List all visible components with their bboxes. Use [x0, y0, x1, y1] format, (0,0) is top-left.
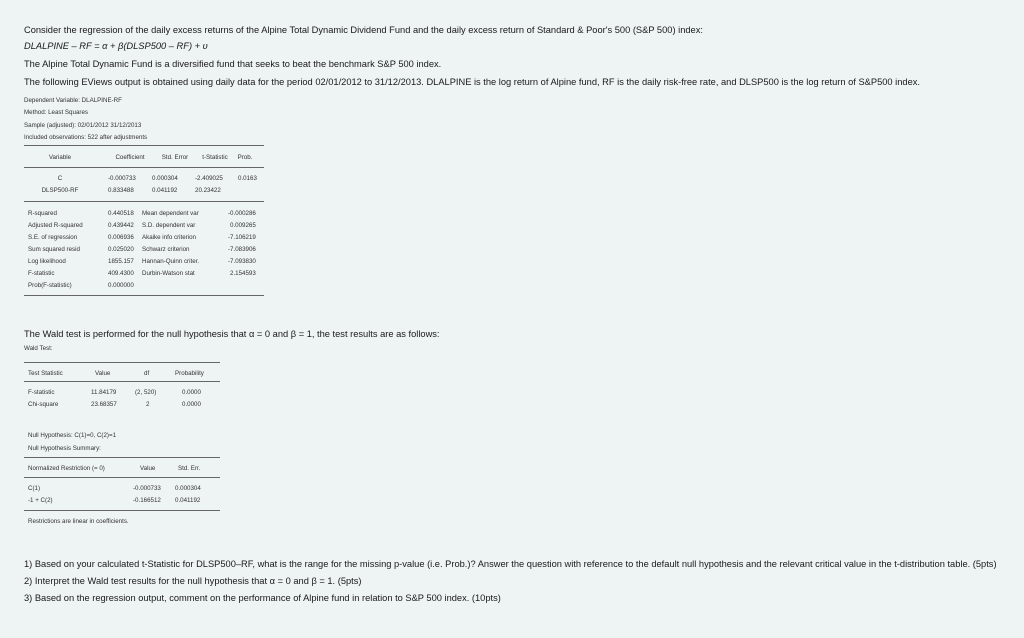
- header-restr-std-err: Std. Err.: [178, 465, 201, 472]
- wald-value: 23.68357: [91, 401, 117, 408]
- header-variable: Variable: [48, 154, 72, 161]
- intro-line-1: Consider the regression of the daily excess returns of the Alpine Total Dynamic Dividend Fund and the daily excess return of Standard & Poor's 500 (S&P 500) index:: [24, 25, 703, 35]
- table-rule: [24, 167, 264, 168]
- restr-label: -1 + C(2): [28, 497, 53, 504]
- stat-value: 0.009265: [230, 222, 256, 229]
- stat-label: Sum squared resid: [28, 246, 80, 253]
- stat-value: 409.4300: [108, 270, 134, 277]
- wald-prob: 0.0000: [182, 401, 201, 408]
- row-coefficient: -0.000733: [108, 175, 136, 182]
- row-coefficient: 0.833488: [108, 187, 134, 194]
- header-prob: Prob.: [237, 154, 253, 161]
- method: Method: Least Squares: [24, 109, 88, 116]
- regression-equation: DLALPINE – RF = α + β(DLSP500 – RF) + υ: [24, 41, 208, 51]
- table-rule: [24, 457, 220, 458]
- header-restr-value: Value: [140, 465, 156, 472]
- row-t-statistic: -2.409025: [195, 175, 223, 182]
- sample: Sample (adjusted): 02/01/2012 31/12/2013: [24, 122, 142, 129]
- table-rule: [24, 145, 264, 146]
- header-probability: Probability: [175, 370, 204, 377]
- intro-line-4: The following EViews output is obtained using daily data for the period 02/01/2012 to 31/12/2013. DLALPINE is the log return of Alpine fund, RF is the daily risk-free rate, and DLSP500 is the log return of S&P500 index.: [24, 77, 920, 87]
- null-hypothesis-summary: Null Hypothesis Summary:: [28, 445, 101, 452]
- stat-label: Adjusted R-squared: [28, 222, 83, 229]
- restr-std-err: 0.041192: [175, 497, 201, 504]
- restr-value: -0.166512: [133, 497, 161, 504]
- intro-line-3: The Alpine Total Dynamic Fund is a diversified fund that seeks to beat the benchmark S&P 500 index.: [24, 59, 442, 69]
- table-rule: [24, 477, 220, 478]
- stat-value: -0.000286: [228, 210, 256, 217]
- row-prob: 0.0163: [238, 175, 257, 182]
- row-variable: C: [57, 175, 63, 182]
- stat-label: Prob(F-statistic): [28, 282, 72, 289]
- table-rule: [24, 510, 220, 511]
- wald-value: 11.84179: [91, 389, 117, 396]
- wald-prob: 0.0000: [182, 389, 201, 396]
- observations: Included observations: 522 after adjustments: [24, 134, 148, 141]
- wald-stat: Chi-square: [28, 401, 59, 408]
- header-value: Value: [95, 370, 111, 377]
- stat-label: S.E. of regression: [28, 234, 78, 241]
- wald-title: Wald Test:: [24, 345, 53, 352]
- question-2: 2) Interpret the Wald test results for the null hypothesis that α = 0 and β = 1. (5pts): [24, 576, 362, 586]
- stat-value: 0.006936: [108, 234, 134, 241]
- question-3: 3) Based on the regression output, comment on the performance of Alpine fund in relation to S&P 500 index. (10pts): [24, 593, 501, 603]
- header-normalized-restriction: Normalized Restriction (= 0): [28, 465, 105, 472]
- wald-intro: The Wald test is performed for the null hypothesis that α = 0 and β = 1, the test results are as follows:: [24, 329, 440, 339]
- header-coefficient: Coefficient: [115, 154, 145, 161]
- header-test-statistic: Test Statistic: [28, 370, 63, 377]
- header-t-statistic: t-Statistic: [202, 154, 228, 161]
- stat-label: Durbin-Watson stat: [142, 270, 195, 277]
- wald-df: (2, 520): [135, 389, 157, 396]
- row-variable: DLSP500-RF: [41, 187, 79, 194]
- table-rule: [24, 201, 264, 202]
- question-1: 1) Based on your calculated t-Statistic for DLSP500–RF, what is the range for the missing p-value (i.e. Prob.)? Answer the question with reference to the default null hypothesis and the relevant critical value in the t-distribution table. (5pts): [24, 559, 997, 569]
- table-rule: [24, 362, 220, 363]
- dependent-variable: Dependent Variable: DLALPINE-RF: [24, 97, 122, 104]
- stat-value: -7.093830: [228, 258, 256, 265]
- stat-label: F-statistic: [28, 270, 55, 277]
- restr-value: -0.000733: [133, 485, 161, 492]
- stat-label: Mean dependent var: [142, 210, 199, 217]
- stat-label: R-squared: [28, 210, 57, 217]
- stat-label: Log likelihood: [28, 258, 66, 265]
- restr-label: C(1): [28, 485, 41, 492]
- stat-label: S.D. dependent var: [142, 222, 196, 229]
- row-t-statistic: 20.23422: [195, 187, 221, 194]
- header-std-error: Std. Error: [161, 154, 189, 161]
- stat-label: Schwarz criterion: [142, 246, 190, 253]
- stat-value: -7.083906: [228, 246, 256, 253]
- stat-value: 0.000000: [108, 282, 134, 289]
- row-std-error: 0.000304: [152, 175, 178, 182]
- wald-stat: F-statistic: [28, 389, 55, 396]
- stat-value: 0.439442: [108, 222, 134, 229]
- stat-value: 0.025020: [108, 246, 134, 253]
- wald-df: 2: [146, 401, 150, 408]
- restr-std-err: 0.000304: [175, 485, 201, 492]
- header-df: df: [144, 370, 150, 377]
- row-std-error: 0.041192: [152, 187, 178, 194]
- stat-label: Akaike info criterion: [142, 234, 196, 241]
- stat-value: 1855.157: [108, 258, 134, 265]
- null-hypothesis: Null Hypothesis: C(1)=0, C(2)=1: [28, 432, 117, 439]
- stat-label: Hannan-Quinn criter.: [142, 258, 200, 265]
- table-rule: [24, 381, 220, 382]
- table-rule: [24, 295, 264, 296]
- stat-value: -7.106219: [228, 234, 256, 241]
- stat-value: 0.440518: [108, 210, 134, 217]
- wald-footnote: Restrictions are linear in coefficients.: [28, 518, 129, 525]
- stat-value: 2.154593: [230, 270, 256, 277]
